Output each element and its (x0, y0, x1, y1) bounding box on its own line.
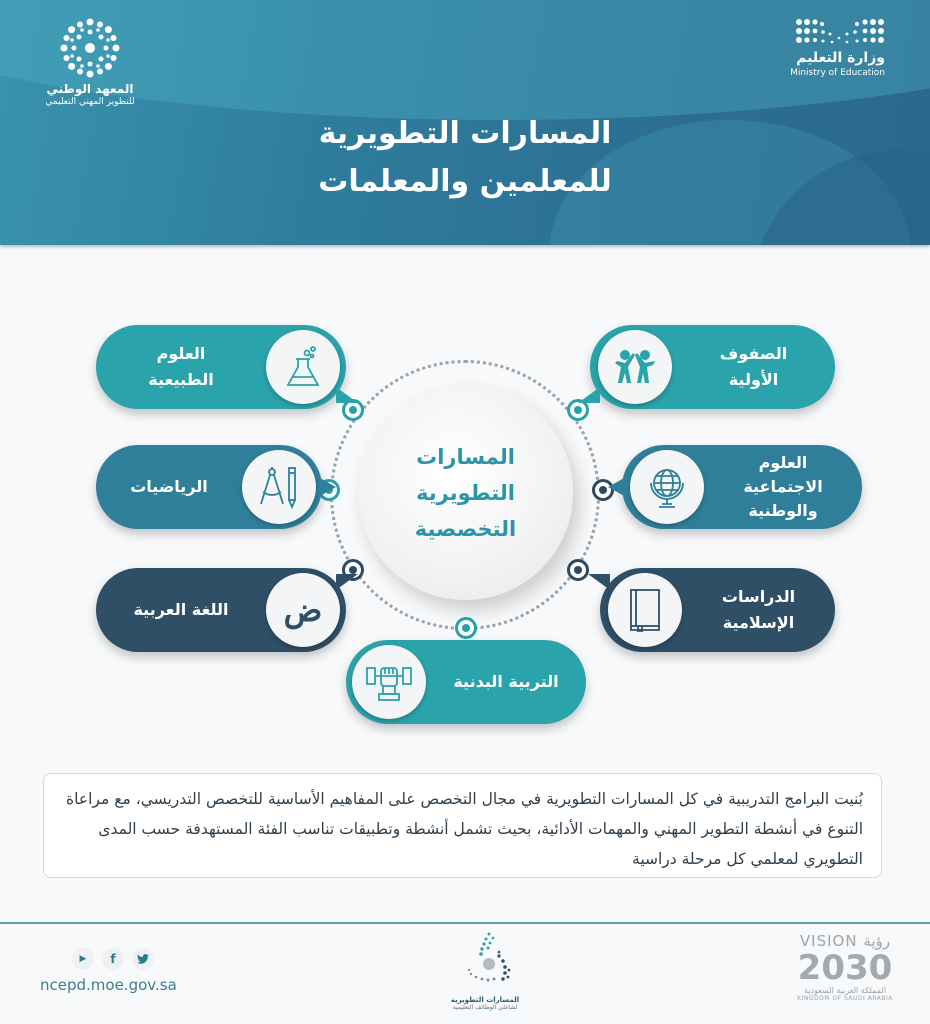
track-label-line1: الدراسات (721, 587, 796, 606)
track-label-line1: الصفوف (719, 344, 788, 363)
hub-circle (358, 385, 573, 600)
ncepd-name-line1: المعهد الوطني (46, 82, 134, 96)
tracks-logo-line1: المسارات التطويرية (450, 996, 520, 1004)
description-box: بُنيت البرامج التدريبية في كل المسارات التطويرية في مجال التخصص على المفاهيم الأساسية للتخصص التدريسي، مع مراعاة التنوع في أنشطة التطوير المهني والمهمات الأدائية، بحيث تشمل أنشطة وتطبيقات تناسب الفئة المستهدفة حسب المدى التطويري لمعلمي كل مرحلة دراسية (43, 773, 882, 878)
track-label: الرياضيات (130, 477, 208, 496)
website-link[interactable]: ncepd.moe.gov.sa (40, 976, 177, 994)
hub-line3: التخصصية (414, 516, 517, 541)
title-line1: المسارات التطويرية (318, 116, 612, 151)
dumbbell-fist-icon (352, 645, 426, 719)
youtube-icon[interactable]: ▶ (72, 948, 94, 970)
ncepd-logo (35, 18, 145, 107)
track-social-studies[interactable] (622, 445, 862, 529)
header-banner (0, 0, 930, 245)
track-label-line2: الطبيعية (148, 370, 214, 389)
track-label (704, 451, 862, 523)
track-label (682, 584, 835, 636)
vision-arabic: المملكة العربية السعودية (803, 986, 887, 995)
moe-arabic-name: وزارة التعليم (796, 50, 885, 66)
vision-2030-logo (785, 932, 905, 1002)
track-label-line1: العلوم (156, 344, 206, 363)
ncepd-dots-icon (60, 18, 120, 78)
connector-dot (567, 559, 589, 581)
vision-english: KINGDOM OF SAUDI ARABIA (797, 995, 893, 1002)
moe-dots-icon (795, 18, 885, 46)
track-label (672, 341, 835, 393)
track-label (96, 341, 266, 393)
track-label: اللغة العربية (133, 600, 229, 619)
track-early-grades[interactable] (590, 325, 835, 409)
twitter-icon[interactable] (132, 948, 154, 970)
hub-line2: التطويرية (416, 480, 515, 505)
track-label-line3: والوطنية (748, 501, 818, 520)
book-icon (608, 573, 682, 647)
tracks-logo (445, 930, 525, 1011)
track-label-line2: الأولية (728, 370, 779, 389)
footer (0, 924, 930, 1024)
hub-line1: المسارات (416, 444, 515, 469)
track-islamic-studies[interactable] (600, 568, 835, 652)
compass-pencil-icon (242, 450, 316, 524)
connector-dot (455, 617, 477, 639)
track-label-line1: العلوم (758, 453, 808, 472)
track-mathematics[interactable] (96, 445, 322, 529)
track-arabic-language[interactable] (96, 568, 346, 652)
flask-icon (266, 330, 340, 404)
track-natural-sciences[interactable] (96, 325, 346, 409)
vision-title: VISION رؤية (799, 932, 891, 950)
tracks-logo-icon (455, 930, 515, 992)
ncepd-name-line2: للتطوير المهني التعليمي (45, 97, 135, 107)
track-label-line2: الإسلامية (722, 613, 795, 632)
tracks-logo-line2: لشاغلي الوظائف التعليمية (452, 1004, 518, 1011)
children-icon (598, 330, 672, 404)
title-line2: للمعلمين والمعلمات (318, 164, 612, 199)
globe-icon (630, 450, 704, 524)
page-title (240, 110, 690, 206)
moe-logo (745, 18, 885, 78)
social-links (72, 948, 154, 970)
arabic-letter-icon: ض (266, 573, 340, 647)
facebook-icon[interactable]: f (102, 948, 124, 970)
track-label: التربية البدنية (453, 672, 559, 691)
moe-english-name: Ministry of Education (790, 68, 885, 78)
track-physical-education[interactable] (346, 640, 586, 724)
track-label-line2: الاجتماعية (743, 477, 823, 496)
vision-year: 2030 (797, 948, 893, 988)
